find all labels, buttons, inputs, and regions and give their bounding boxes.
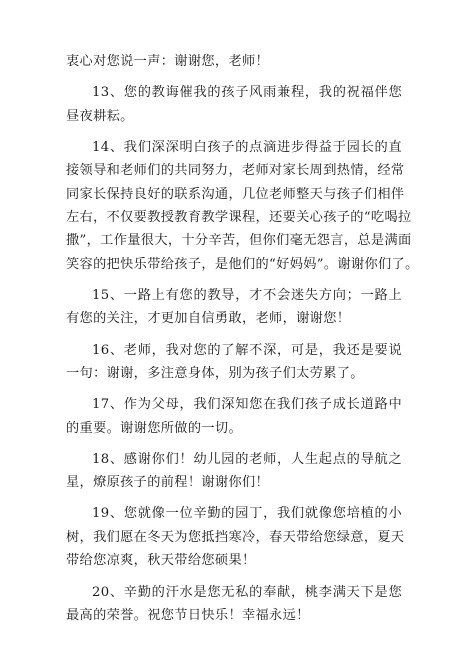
paragraph (66, 581, 402, 628)
text-line: 衷心对您说一声：谢谢您，老师！ (66, 54, 270, 69)
text-line: 昼夜耕耘。 (66, 108, 134, 124)
text-line: 15、一路上有您的教导，才不会迷失方向；一路上 (92, 288, 402, 304)
paragraph (66, 81, 402, 128)
text-line: 同家长保持良好的联系沟通，几位老师整天与孩子们相伴 (66, 186, 405, 202)
text-line: 最高的荣誉。祝您节日快乐！幸福永远！ (66, 607, 310, 623)
paragraph-spacer (66, 73, 402, 81)
text-line: 有您的关注，才更加自信勇敢，老师，谢谢您！ (66, 311, 351, 327)
text-line: 撒”，工作量很大，十分辛苦，但你们毫无怨言，总是满面 (66, 233, 412, 249)
paragraph (66, 284, 402, 331)
paragraph-spacer (66, 128, 402, 136)
paragraph (66, 50, 402, 73)
text-line: 左右，不仅要教授教育教学课程，还要关心孩子的“吃喝拉 (66, 210, 412, 226)
paragraph (66, 339, 402, 386)
paragraph (66, 448, 402, 495)
text-line: 13、您的教诲催我的孩子风雨兼程，我的祝福伴您 (92, 85, 402, 101)
document-page (66, 50, 419, 627)
paragraph-spacer (66, 573, 402, 581)
text-line: 一句：谢谢，多注意身体，别为孩子们太劳累了。 (66, 366, 364, 382)
text-line: 19、您就像一位辛勤的园丁，我们就像您培植的小 (92, 506, 402, 522)
paragraph-spacer (66, 385, 402, 393)
text-line: 笑容的把快乐带给孩子，是他们的“好妈妈”。谢谢你们了。 (66, 256, 419, 272)
text-line: 16、老师，我对您的了解不深，可是，我还是要说 (92, 342, 402, 358)
text-line: 14、我们深深明白孩子的点滴进步得益于园长的直 (92, 139, 402, 155)
paragraph (66, 136, 419, 276)
paragraph-spacer (66, 440, 402, 448)
paragraph (66, 393, 402, 440)
text-line: 星，燎原孩子的前程！谢谢你们！ (66, 475, 270, 491)
text-line: 18、感谢你们！幼儿园的老师，人生起点的导航之 (92, 451, 402, 467)
paragraph-spacer (66, 495, 402, 503)
text-line: 17、作为父母，我们深知您在我们孩子成长道路中 (92, 397, 402, 413)
paragraph (66, 502, 405, 572)
text-line: 的重要。谢谢您所做的一切。 (66, 420, 242, 436)
text-line: 带给您凉爽，秋天带给您硕果！ (66, 553, 256, 569)
text-line: 20、辛勤的汗水是您无私的奉献，桃李满天下是您 (92, 584, 402, 600)
text-line: 接领导和老师们的共同努力，老师对家长周到热情，经常 (66, 163, 405, 179)
text-line: 树，我们愿在冬天为您抵挡寒冷，春天带给您绿意，夏天 (66, 529, 405, 545)
paragraph-spacer (66, 331, 402, 339)
paragraph-spacer (66, 276, 402, 284)
